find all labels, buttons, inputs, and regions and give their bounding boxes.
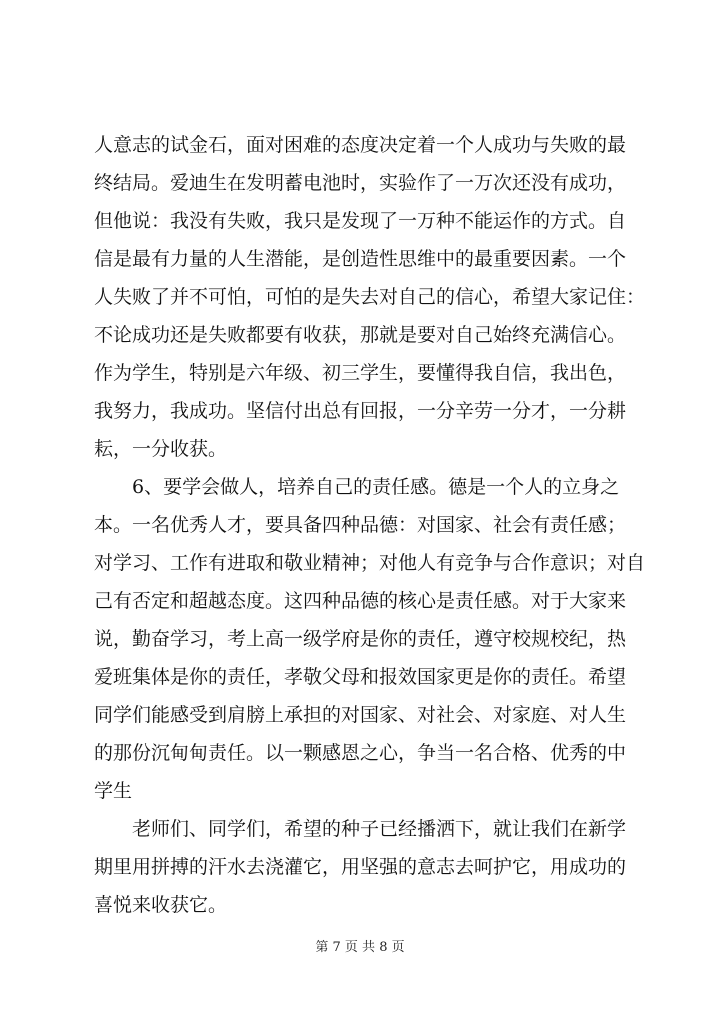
text-line: 不论成功还是失败都要有收获，那就是要对自己始终充满信心。	[94, 324, 627, 346]
text-line: 说，勤奋学习，考上高一级学府是你的责任，遵守校规校纪，热	[94, 628, 627, 650]
text-line: 人失败了并不可怕，可怕的是失去对自己的信心，希望大家记住：	[94, 286, 646, 308]
text-line: 但他说：我没有失败，我只是发现了一万种不能运作的方式。自	[94, 210, 627, 232]
page-number-footer: 第 7 页 共 8 页	[315, 940, 405, 955]
text-line: 对学习、工作有进取和敬业精神；对他人有竞争与合作意识；对自	[94, 552, 646, 574]
text-line: 期里用拼搏的汗水去浇灌它，用坚强的意志去呵护它，用成功的	[94, 856, 627, 878]
text-line: 信是最有力量的人生潜能，是创造性思维中的最重要因素。一个	[94, 248, 627, 270]
text-line: 人意志的试金石，面对困难的态度决定着一个人成功与失败的最	[94, 134, 627, 156]
text-line: 终结局。爱迪生在发明蓄电池时，实验作了一万次还没有成功，	[94, 172, 627, 194]
text-line: 作为学生，特别是六年级、初三学生，要懂得我自信，我出色，	[94, 362, 627, 384]
text-line: 己有否定和超越态度。这四种品德的核心是责任感。对于大家来	[94, 590, 627, 612]
text-line: 6、要学会做人，培养自己的责任感。德是一个人的立身之	[94, 476, 620, 498]
text-line: 学生	[94, 780, 133, 802]
text-line: 爱班集体是你的责任，孝敬父母和报效国家更是你的责任。希望	[94, 666, 627, 688]
text-line: 耘，一分收获。	[94, 438, 228, 460]
body-text	[94, 126, 646, 924]
text-line: 的那份沉甸甸责任。以一颗感恩之心，争当一名合格、优秀的中	[94, 742, 627, 764]
text-line: 我努力，我成功。坚信付出总有回报，一分辛劳一分才，一分耕	[94, 400, 627, 422]
text-line: 同学们能感受到肩膀上承担的对国家、对社会、对家庭、对人生	[94, 704, 627, 726]
text-line: 老师们、同学们，希望的种子已经播洒下，就让我们在新学	[94, 818, 627, 840]
text-line: 喜悦来收获它。	[94, 894, 228, 916]
text-line: 本。一名优秀人才，要具备四种品德：对国家、社会有责任感；	[94, 514, 627, 536]
